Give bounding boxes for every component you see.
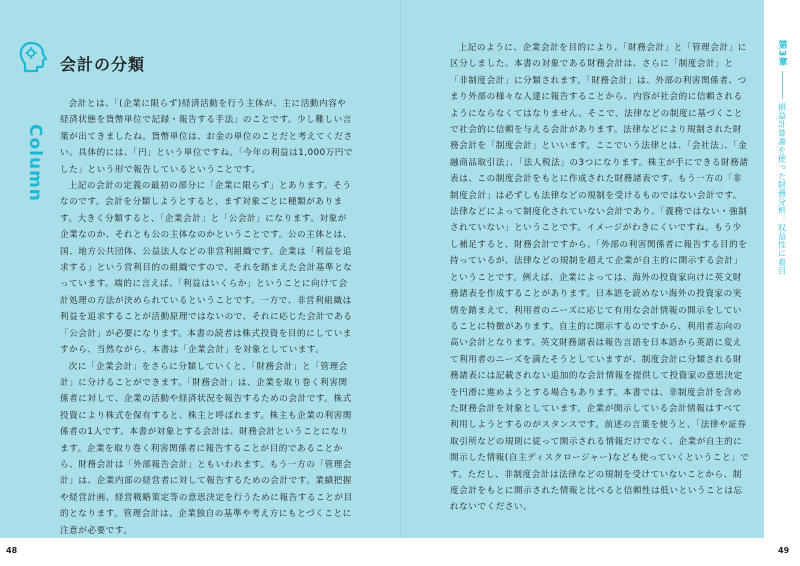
column-title: 会計の分類: [60, 55, 146, 74]
page-gutter: [400, 0, 401, 538]
chapter-title: 損益計算書を使った財務分析：収益性に着目: [777, 103, 787, 276]
chapter-divider: [782, 71, 783, 99]
column-badge: [10, 38, 48, 202]
paragraph: 次に「企業会計」をさらに分類していくと、「財務会計」と「管理会計」に分けることができます。「財務会計」は、企業を取り巻く利害関係者に対して、企業の活動や経済状況を報告するための会計です。株式投資により株式を保有すると、株主と呼ばれます。株主も企業の利害関係者の1人です。本書が対象とする会計は、財務会計ということになります。企業を取り巻く利害関係者に報告することが目的であることから、財務会計は「外部報告会計」ともいわれます。もう一方の「管理会計」は、企業内部の経営者に対して報告するための会計です。業績把握や経営計画、経営戦略策定等の意思決定を行うために報告することが目的となります。管理会計は、企業独自の基準や考え方にもとづくことに注意が必要です。: [60, 361, 353, 536]
chapter-tab: [769, 40, 795, 275]
paragraph: 上記の会計の定義の最初の部分に「企業に限らず」とあります。そうなのです。会計を分類しようとすると、まず対象ごとに種類があります。大きく分類すると、「企業会計」と「公会計」になります。対象が企業なのか、それとも公の主体なのかということです。公の主体とは、国、地方公共団体、公益法人などの非営利組織です。企業は「利益を追求する」という営利目的の組織ですので、それを踏まえた会計基準となっています。端的に言えば、「利益はいくらか」ということに向けて会計処理の方法が決められているということです。一方で、非営利組織は利益を追求することが活動原理ではないので、それに応じた会計である「公会計」が必要になります。本書の読者は株式投資を目的にしていますから、当然ながら、本書は「企業会計」を対象としています。: [60, 181, 353, 356]
page-number-left: 48: [6, 546, 18, 555]
page-number-right: 49: [778, 546, 790, 555]
column-label: Column: [25, 124, 45, 202]
left-text-column: [60, 96, 354, 539]
paragraph: 会計とは、「(企業に限らず)経済活動を行う主体が、主に活動内容や経済状態を貨幣単位で記録・報告する手法」のことです。少し難しい言葉が出てきましたね。貨幣単位は、お金の単位のことだと考えてください。具体的には、「円」という単位ですね。「今年の利益は1,000万円でした」という形で報告しているということです。: [60, 99, 354, 175]
chapter-number: 第3章: [776, 40, 787, 68]
head-profile-icon: [18, 40, 50, 74]
paragraph: 上記のように、企業会計を目的により、「財務会計」と「管理会計」に区分しました。本書の対象である財務会計は、さらに「制度会計」と「非制度会計」に分類されます。「財務会計」は、外部の利害関係者、つまり外部の様々な人達に報告することから、内容が社会的に信頼されるようにならなくてはなりません。そこで、法律などの制度に基づくことで社会的に信頼を与える会計があります。法律などにより規制された財務会計を「制度会計」といいます。ここでいう法律とは、「会社法」、「金融商品取引法」、「法人税法」の3つになります。株主が手にできる財務諸表は、この制度会計をもとに作成された財務諸表です。もう一方の「非制度会計」は必ずしも法律などの規制を受けるものではない会計です。法律などによって制度化されていない会計であり、「義務ではない・強制されていない」ということです。イメージがわきにくいですね。もう少し補足すると、財務会計ですから、「外部の利害関係者に報告する目的を持っているが、法律などの規制を超えて企業が自主的に開示する会計」ということです。例えば、企業によっては、海外の投資家向けに英文財務諸表を作成することがあります。日本語を読めない海外の投資家の実情を踏まえて、利用者のニーズに応じて有用な会計情報の開示をしていることに特徴があります。自主的に開示するのですから、利用者志向の高い会計となります。英文財務諸表は報告言語を日本語から英語に変えて利用者のニーズを満たそうとしていますが、制度会計に分類される財務諸表には記載されない追加的な会計情報を提供して投資家の意思決定を円滑に進めようとする場合もあります。本書では、非制度会計を含めた財務会計を対象としています。企業が開示している会計情報はすべて利用しようとするのがスタンスです。前述の言葉を使うと、「法律や証券取引所などの規則に従って開示される情報だけでなく、企業が自主的に開示した情報(自主ディスクロージャー)なども使っていくということ」です。ただし、非制度会計は法律などの規制を受けていないことから、制度会計をもとに開示された情報と比べると信頼性は低いということは忘れないでください。: [450, 43, 750, 513]
right-text-column: [450, 40, 750, 516]
